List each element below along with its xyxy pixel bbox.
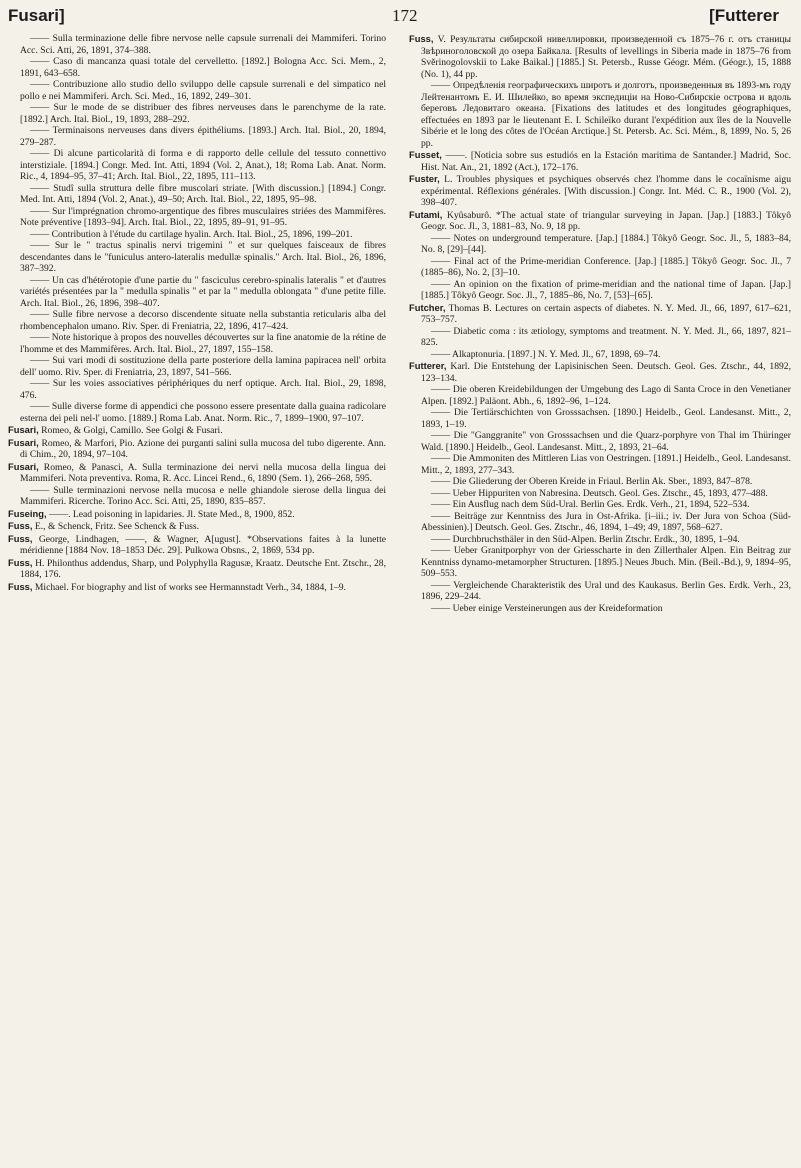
entry-text: ——. [Noticia sobre sus estudiós en la Estación maritima de Santander.] Madrid, Soc. Hist. Nat. An., 21, 1892 (Act.), 172–176.	[421, 150, 791, 173]
left-column	[8, 33, 386, 593]
entry-text: Romeo, & Panasci, A. Sulla terminazione dei nervi nella mucosa della lingua dei Mammiferi. Nota preventiva. Roma, R. Acc. Lincei Rend., 6, 1890 (Sem. 1), 266–268, 595.	[20, 461, 386, 484]
author-name: Fuster,	[409, 173, 440, 184]
bibliography-subentry: —— Beiträge zur Kenntniss des Jura in Ost-Afrika. [i–iii.; iv. Der Jura von Schoa (Süd-Abessinien).] Deutsch. Geol. Ges. Ztschr., 46, 1894, 1–49; 49, 1897, 568–627.	[421, 510, 791, 533]
author-name: Fusari,	[8, 460, 39, 472]
bibliography-subentry: —— Sulla terminazione delle fibre nervose nelle capsule surrenali dei Mammiferi. Torino Acc. Sci. Atti, 26, 1891, 374–388.	[20, 33, 386, 56]
bibliography-subentry: —— Die "Ganggranite" von Grosssachsen und die Quarz-porphyre von Thal im Thüringer Wald. [1890.] Heidelb., Geol. Landesanst. Mitt., 2, 1893, 21–64.	[421, 430, 791, 453]
entry-text: V. Результаты сибирской нивеллировки, произведенной съ 1875–76 г. отъ станицы Звѣриноголовской до озера Байкала. [Results of levellings in Siberia made in 1875–76 from Svěrinogolovskii to Lake Baikal.] [1885.] St. Petersb., Russe Géogr. Mém. (Géogr.), 15, 1888 (No. 1), 44 pp.	[421, 34, 791, 80]
entry-text: Kyûsaburô. *The actual state of triangular surveying in Japan. [Jap.] [1883.] Tôkyô Geogr. Soc. Jl., 3, 1881–83, No. 9, 18 pp.	[421, 209, 791, 232]
author-name: Fuss,	[8, 532, 33, 544]
bibliography-subentry: —— Sulle fibre nervose a decorso discendente situate nella substantia reticularis alba del rhombencephalon umano. Riv. Sper. di Freniatria, 22, 1896, 417–424.	[20, 309, 386, 332]
page-header	[0, 0, 801, 36]
bibliography-entry	[8, 581, 386, 594]
bibliography-subentry: —— Ueber Hippuriten von Nabresina. Deutsch. Geol. Ges. Ztschr., 45, 1893, 477–488.	[431, 487, 768, 499]
bibliography-subentry: —— Die Tertiärschichten von Grosssachsen. [1890.] Heidelb., Geol. Landesanst. Mitt., 2, 1893, 1–19.	[421, 407, 791, 430]
bibliography-subentry: —— Опредѣленія географическихъ широтъ и долготъ, произведенныя въ 1893-мъ году Лейтенантомъ Е. И. Шилейко, во время экспедиціи на Ново-Сибирскіе острова и вдоль береговъ Ледовитаго океана. [Fixations des latitudes et des longitudes géographiques, effectuées en 1893 par le lieutenant E. I. Schileïko durant l'expédition aux îles de la Nouvelle Sibérie et le long des côtes de l'Océan Arctique.] St. Petersb. Ac. Sci. Mém., 8, 1899, No. 5, 26 pp.	[421, 80, 791, 149]
author-name: Fusset,	[409, 149, 442, 160]
bibliography-subentry: —— Note historique à propos des nouvelles découvertes sur la fine anatomie de la rétine de l'homme et des Mammifères. Arch. Ital. Biol., 27, 1897, 155–158.	[20, 332, 386, 355]
bibliography-subentry: —— Notes on underground temperature. [Jap.] [1884.] Tôkyô Geogr. Soc. Jl., 5, 1883–84, No. 8, [29]–[44].	[421, 232, 791, 255]
bibliography-subentry: —— Studî sulla struttura delle fibre muscolari striate. [With discussion.] [1894.] Congr. Med. Int. Atti, 1894 (Vol. 2, Anat.), 49–50; Arch. Ital. Biol., 22, 1895, 95–98.	[20, 182, 386, 205]
bibliography-subentry: —— Sur les voies associatives périphériques du nerf optique. Arch. Ital. Biol., 29, 1898, 476.	[20, 378, 386, 401]
bibliography-subentry: —— Die Gliederung der Oberen Kreide in Friaul. Berlin Ak. Sber., 1893, 847–878.	[431, 476, 753, 487]
bibliography-subentry: —— Die oberen Kreidebildungen der Umgebung des Lago di Santa Croce in den Venetianer Alpen. [1892.] Paläont. Abh., 6, 1892–96, 1–124.	[421, 384, 791, 407]
bibliography-subentry: —— Sur le " tractus spinalis nervi trigemini " et sur quelques faisceaux de fibres descendantes dans le "funiculus antero-lateralis medullæ spinalis." Arch. Ital. Biol., 26, 1896, 387–392.	[20, 240, 386, 274]
bibliography-subentry: —— Durchbruchsthäler in den Süd-Alpen. Berlin Ztschr. Erdk., 30, 1895, 1–94.	[431, 533, 740, 545]
right-column	[409, 33, 791, 614]
bibliography-subentry: —— Terminaisons nerveuses dans divers épithéliums. [1893.] Arch. Ital. Biol., 20, 1894, 279–287.	[20, 125, 386, 148]
entry-text: Karl. Die Entstehung der Lapisinischen Seen. Deutsch. Geol. Ges. Ztschr., 44, 1892, 123–134.	[421, 361, 791, 384]
entry-text: Romeo, & Marfori, Pio. Azione dei purganti salini sulla mucosa del tubo digerente. Ann. di Chim., 20, 1894, 97–104.	[20, 437, 386, 460]
bibliography-entry	[409, 302, 791, 326]
author-name: Futterer,	[409, 360, 447, 371]
entry-text: Michael. For biography and list of works see Hermannstadt Verh., 34, 1884, 1–9.	[32, 581, 346, 593]
entry-text: L. Troubles physiques et psychiques observés chez l'homme dans le cocaïnisme aigu expérimental. Réflexions générales. [With discussion.] Congr. Int. Méd. C. R., 1900 (Vol. 2), 398–407.	[421, 174, 791, 208]
bibliography-entry	[8, 557, 386, 581]
bibliography-entry	[409, 149, 791, 173]
author-name: Fuseing,	[8, 507, 47, 519]
bibliography-entry	[8, 461, 386, 485]
entry-text: Thomas B. Lectures on certain aspects of diabetes. N. Y. Med. Jl., 66, 1897, 617–621, 753–757.	[421, 302, 791, 325]
bibliography-entry	[409, 209, 791, 233]
bibliography-entry	[8, 437, 386, 461]
entry-text: E., & Schenck, Fritz. See Schenck & Fuss.	[32, 521, 200, 532]
bibliography-subentry: —— Un cas d'hétérotopie d'une partie du " fasciculus cerebro-spinalis lateralis " et d'autres variétés présentées par la " medulla spinalis " et par la " medulla oblongata " d'une petite fille. Arch. Ital. Biol., 26, 1896, 398–407.	[20, 274, 386, 309]
author-name: Fusari,	[8, 424, 39, 435]
bibliography-entry	[8, 508, 386, 521]
author-name: Fuss,	[8, 556, 33, 568]
bibliography-entry	[409, 173, 791, 209]
bibliography-subentry: —— Sur le mode de se distribuer des fibres nerveuses dans le parenchyme de la rate. [1892.] Arch. Ital. Biol., 19, 1893, 288–292.	[20, 102, 386, 125]
bibliography-entry	[8, 424, 386, 437]
author-name: Fuss,	[409, 33, 434, 44]
bibliography-entry	[8, 533, 386, 557]
bibliography-subentry: —— Sur l'imprégnation chromo-argentique des fibres musculaires striées des Mammifères. Note préventive [1893–94]. Arch. Ital. Biol., 22, 1895, 89–91, 91–95.	[20, 205, 386, 228]
author-name: Futami,	[409, 208, 443, 220]
bibliography-subentry: —— Contribuzione allo studio dello sviluppo delle capsule surrenali e del simpatico nel pollo e nei Mammiferi. Arch. Sci. Med., 16, 1892, 249–301.	[20, 79, 386, 102]
bibliography-entry	[8, 520, 386, 533]
bibliography-subentry: —— Contribution à l'étude du cartilage hyalin. Arch. Ital. Biol., 25, 1896, 199–201.	[30, 228, 353, 240]
page-number: 172	[392, 6, 418, 25]
entry-text: Romeo, & Golgi, Camillo. See Golgi & Fusari.	[38, 425, 223, 436]
bibliography-subentry: —— Sulle terminazioni nervose nella mucosa e nelle ghiandole sierose della lingua dei Mammiferi. Ricerche. Torino Acc. Sci. Atti, 25, 1890, 835–857.	[20, 484, 386, 507]
entry-text: ——. Lead poisoning in lapidaries. Jl. State Med., 8, 1900, 852.	[46, 508, 295, 520]
entry-text: George, Lindhagen, ——, & Wagner, A[ugust]. *Observations faites à la lunette méridienne [1884 Nov. 18–1853 Déc. 29]. Pulkowa Obsns., 2, 1869, 534 pp.	[20, 533, 386, 556]
bibliography-subentry: —— Ein Ausflug nach dem Süd-Ural. Berlin Ges. Erdk. Verh., 21, 1894, 522–534.	[431, 499, 750, 510]
bibliography-subentry: —— Caso di mancanza quasi totale del cervelletto. [1892.] Bologna Acc. Sci. Mem., 2, 1891, 643–658.	[20, 56, 386, 79]
bibliography-subentry: —— An opinion on the fixation of prime-meridian and the national time of Japan. [Jap.] [1885.] Tôkyô Geogr. Soc. Jl., 7, 1885–86, No. 7, [53]–[65].	[421, 278, 791, 301]
bibliography-subentry: —— Sui vari modi di sostituzione della parte posteriore della lamina papiracea nell' orbita dell' uomo. Riv. Sper. di Freniatria, 23, 1897, 541–566.	[20, 355, 386, 378]
header-right-entry: [Futterer	[709, 6, 779, 25]
bibliography-subentry: —— Diabetic coma : its ætiology, symptoms and treatment. N. Y. Med. Jl., 66, 1897, 821–825.	[421, 325, 791, 348]
author-name: Fuss,	[8, 580, 33, 592]
author-name: Futcher,	[409, 301, 446, 313]
bibliography-entry	[409, 360, 791, 384]
bibliography-subentry: —— Ueber einige Versteinerungen aus der Kreideformation	[431, 602, 663, 614]
author-name: Fusari,	[8, 436, 39, 448]
bibliography-subentry: —— Sulle diverse forme di appendici che possono essere presentate dalla guaina radicolare esterna dei peli nel-l' uomo. [1889.] Roma Lab. Anat. Norm. Ric., 7, 1899–1900, 97–107.	[20, 401, 386, 424]
entry-text: H. Philonthus addendus, Sharp, und Polyphylla Ragusæ, Kraatz. Deutsche Ent. Ztschr., 28, 1884, 176.	[20, 557, 386, 580]
bibliography-subentry: —— Di alcune particolarità di forma e di rapporto delle cellule del tessuto connettivo interstiziale. [1894.] Congr. Med. Int. Atti, 1894 (Vol. 2, Anat.), 18; Roma Lab. Anat. Norm. Ric., 4, 1894–95, 37–41; Arch. Ital. Biol., 22, 1895, 111–113.	[20, 148, 386, 182]
author-name: Fuss,	[8, 520, 33, 531]
header-left-entry: Fusari]	[8, 6, 65, 25]
bibliography-subentry: —— Alkaptonuria. [1897.] N. Y. Med. Jl., 67, 1898, 69–74.	[431, 348, 661, 360]
bibliography-subentry: —— Die Ammoniten des Mittleren Lias von Oestringen. [1891.] Heidelb., Geol. Landesanst. Mitt., 2, 1893, 277–343.	[421, 453, 791, 476]
bibliography-subentry: —— Ueber Granitporphyr von der Griesscharte in den Zillerthaler Alpen. Ein Beitrag zur Kenntniss dynamo-metamorpher Structuren. [1895.] Neues Jbuch. Min. (Beil.-Bd.), 9, 1894–95, 509–553.	[421, 545, 791, 579]
bibliography-subentry: —— Final act of the Prime-meridian Conference. [Jap.] [1885.] Tôkyô Geogr. Soc. Jl., 7 (1885–86), No. 2, [3]–10.	[421, 255, 791, 278]
bibliography-subentry: —— Vergleichende Charakteristik des Ural und des Kaukasus. Berlin Ges. Erdk. Verh., 23, 1896, 229–244.	[421, 579, 791, 602]
bibliography-entry	[409, 33, 791, 80]
